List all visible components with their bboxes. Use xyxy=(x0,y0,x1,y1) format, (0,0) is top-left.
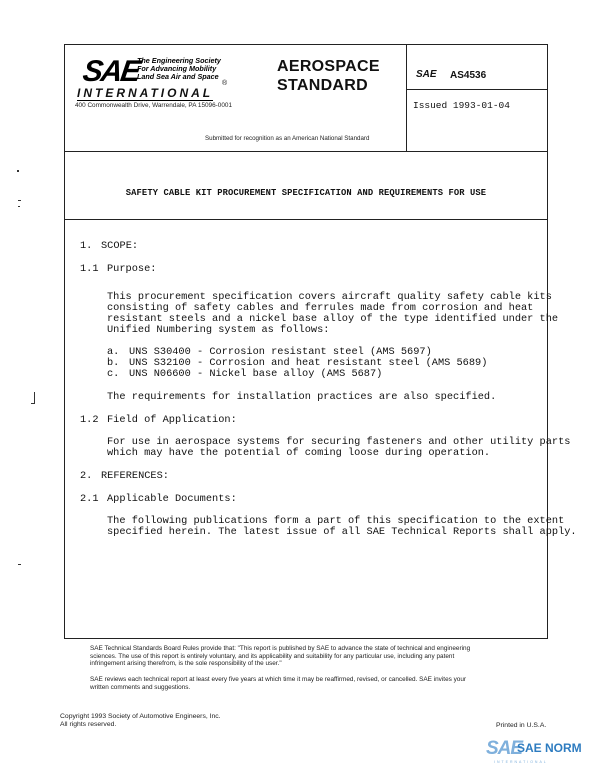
header xyxy=(65,45,547,152)
title-band xyxy=(65,151,547,220)
paragraph-line: The requirements for installation practices are also specified. xyxy=(107,391,497,403)
doc-number-cell xyxy=(407,45,548,90)
standard-type-line2: STANDARD xyxy=(277,77,368,94)
paragraph-line: This procurement specification covers aircraft quality safety cable kits xyxy=(107,291,552,303)
header-right xyxy=(406,45,548,151)
note-line: SAE Technical Standards Board Rules provide that: "This report is published by SAE to advance the state of technical and engineering xyxy=(90,645,471,652)
watermark-subtext: INTERNATIONAL xyxy=(494,760,548,764)
watermark-text: SAE NORM xyxy=(517,741,582,755)
note-line: SAE reviews each technical report at least every five years at which time it may be reaffirmed, revised, or cancelled. SAE invites your xyxy=(90,676,467,683)
list-marker: c. xyxy=(107,368,120,380)
doc-prefix: SAE xyxy=(416,69,437,80)
section-heading: Field of Application: xyxy=(107,414,237,426)
paragraph-line: Unified Numbering system as follows: xyxy=(107,324,330,336)
document-frame xyxy=(64,44,548,639)
copyright xyxy=(60,713,221,729)
review-note xyxy=(90,676,466,691)
scan-speck xyxy=(18,200,21,201)
international-label: INTERNATIONAL xyxy=(77,86,214,100)
copyright-line: Copyright 1993 Society of Automotive Engineers, Inc. xyxy=(60,713,221,720)
document-title: SAFETY CABLE KIT PROCUREMENT SPECIFICATION AND REQUIREMENTS FOR USE xyxy=(125,188,487,198)
society-line: Land Sea Air and Space xyxy=(137,72,219,81)
sae-logo: SAE xyxy=(80,55,142,88)
scan-speck xyxy=(18,206,20,207)
board-rules-note xyxy=(90,645,470,668)
section-heading: REFERENCES: xyxy=(101,470,169,482)
header-left xyxy=(65,45,405,151)
paragraph-line: The following publications form a part of this specification to the extent xyxy=(107,515,565,527)
section-heading: Applicable Documents: xyxy=(107,493,237,505)
society-line: For Advancing Mobility xyxy=(137,64,217,73)
note-line: sciences. The use of this report is entirely voluntary, and its applicability and suitability for any particular use, including any patent xyxy=(90,652,455,660)
scan-speck xyxy=(17,170,19,172)
paragraph-line: specified herein. The latest issue of all SAE Technical Reports shall apply. xyxy=(107,526,577,538)
watermark-logo: SAE xyxy=(486,738,523,759)
paragraph-line: which may have the potential of coming loose during operation. xyxy=(107,447,491,459)
paragraph-line: For use in aerospace systems for securing fasteners and other utility parts xyxy=(107,436,571,448)
recognition-note: Submitted for recognition as an American National Standard xyxy=(205,135,370,142)
doc-number: AS4536 xyxy=(450,70,487,81)
standard-type-line1: AEROSPACE xyxy=(277,58,380,75)
list-marker: b. xyxy=(107,357,120,369)
section-number: 1. xyxy=(80,240,93,252)
paragraph-line: consisting of safety cables and ferrules made from corrosion and heat xyxy=(107,302,534,314)
section-heading: SCOPE: xyxy=(101,240,139,252)
section-number: 2. xyxy=(80,470,93,482)
watermark xyxy=(486,736,594,768)
list-marker: a. xyxy=(107,346,120,358)
section-number: 2.1 xyxy=(80,493,99,505)
issued-date: Issued 1993-01-04 xyxy=(413,100,510,111)
copyright-line: All rights reserved. xyxy=(60,721,117,728)
scan-speck xyxy=(31,403,35,404)
section-heading: Purpose: xyxy=(107,263,157,275)
list-item: UNS S32100 - Corrosion and heat resistant steel (AMS 5689) xyxy=(129,357,488,369)
section-number: 1.1 xyxy=(80,263,99,275)
note-line: infringement arising therefrom, is the sole responsibility of the user." xyxy=(90,660,282,667)
standard-type xyxy=(277,57,380,95)
section-number: 1.2 xyxy=(80,414,99,426)
society-line: The Engineering Society xyxy=(137,56,221,65)
society-tagline xyxy=(137,57,221,81)
registered-mark: ® xyxy=(222,80,228,87)
paragraph-line: resistant steels and a nickel base alloy of the type identified under the xyxy=(107,313,559,325)
printed-in: Printed in U.S.A. xyxy=(496,722,547,729)
address: 400 Commonwealth Drive, Warrendale, PA 15096-0001 xyxy=(75,102,233,109)
list-item: UNS S30400 - Corrosion resistant steel (AMS 5697) xyxy=(129,346,432,358)
list-item: UNS N06600 - Nickel base alloy (AMS 5687) xyxy=(129,368,383,380)
note-line: written comments and suggestions. xyxy=(90,683,191,691)
scan-speck xyxy=(18,564,21,565)
